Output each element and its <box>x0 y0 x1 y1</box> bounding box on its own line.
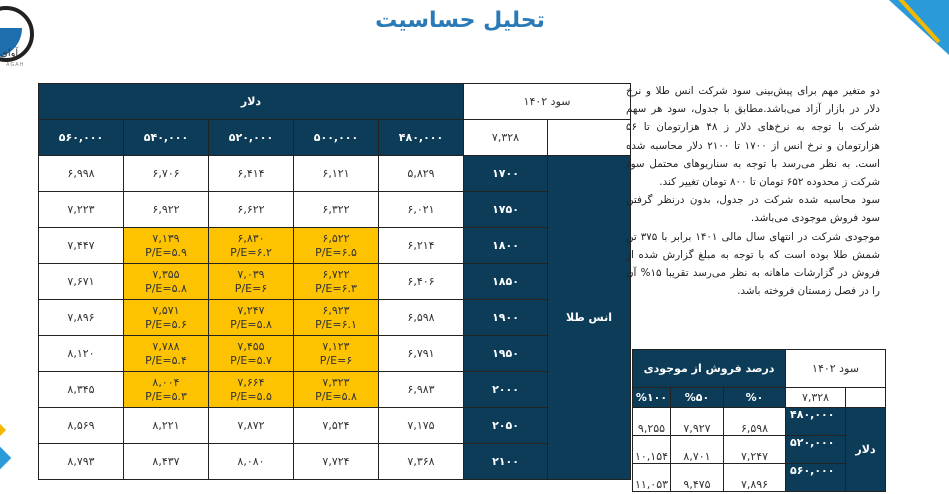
profit-value: ۷,۴۵۵ <box>237 339 265 353</box>
table-row <box>39 336 631 372</box>
table-row <box>633 408 886 436</box>
highlighted-cell <box>124 264 209 300</box>
value-cell: ۷,۳۶۸ <box>379 444 464 480</box>
value-cell: ۱۱,۰۵۳ <box>633 464 671 492</box>
profit-value: ۶,۷۲۲ <box>322 267 350 281</box>
value-cell: ۵,۸۲۹ <box>379 156 464 192</box>
table-row <box>39 264 631 300</box>
ounce-price: ۱۸۰۰ <box>464 228 548 264</box>
description-paragraph: موجودی شرکت در انتهای سال مالی ۱۴۰۱ برابر با ۳۷۵ تن شمش طلا بوده است که با توجه به مبلغ گزارش شده از فروش در گزارشات ماهانه به نظر می‌رسد تقریبا ۱۵% آن را در فصل زمستان فروخته باشد. <box>626 230 881 298</box>
logo-text: آوای <box>0 48 19 59</box>
highlighted-cell <box>124 336 209 372</box>
highlighted-cell <box>294 264 379 300</box>
dollar-rate: ۵۴۰,۰۰۰ <box>124 120 209 156</box>
profit-value: ۷,۳۵۵ <box>152 267 180 281</box>
value-cell: ۸,۷۹۳ <box>39 444 124 480</box>
value-cell: ۶,۶۲۲ <box>209 192 294 228</box>
pe-ratio: P/E=۵.۳ <box>145 389 187 403</box>
highlighted-cell <box>294 336 379 372</box>
value-cell: ۷,۹۲۷ <box>671 408 724 436</box>
percent-header: %۰ <box>724 388 786 408</box>
highlighted-cell <box>124 372 209 408</box>
description-paragraph: دو متغیر مهم برای پیش‌بینی سود شرکت انس طلا و نرخ دلار در بازار آزاد می‌باشد.مطابق با جدول، سود هر سهم شرکت با توجه به نرخ‌های دلار ز ۴۸ هزارتومان تا ۵۶ هزارتومان و نرخ انس از ۱۷۰۰ تا ۲۱۰۰ دلار محاسبه شده است. به نظر می‌رسد با توجه به سناریوهای محتمل سود شرکت ز محدوده ۶۵۲ تومان تا ۸۰۰ تومان تغییر کند. <box>626 85 881 189</box>
pe-ratio: P/E=۵.۸ <box>230 317 272 331</box>
highlighted-cell <box>209 264 294 300</box>
value-cell: ۷,۸۷۲ <box>209 408 294 444</box>
highlighted-cell <box>294 372 379 408</box>
pe-ratio: P/E=۶ <box>234 281 268 295</box>
profit-value: ۷,۰۳۹ <box>237 267 265 281</box>
profit-value: ۷,۲۴۷ <box>237 303 265 317</box>
empty-cell <box>548 120 631 156</box>
value-cell: ۸,۳۴۵ <box>39 372 124 408</box>
value-cell: ۶,۷۹۱ <box>379 336 464 372</box>
description <box>626 82 880 300</box>
decoration-diamond-blue <box>0 447 11 470</box>
profit-value: ۷,۶۶۴ <box>237 375 265 389</box>
highlighted-cell <box>209 372 294 408</box>
pe-ratio: P/E=۵.۸ <box>145 281 187 295</box>
percent-header: %۱۰۰ <box>633 388 671 408</box>
value-cell: ۸,۰۸۰ <box>209 444 294 480</box>
profit-value: ۷,۳۲۸ <box>464 120 548 156</box>
decoration-diamond-yellow <box>0 423 6 437</box>
dollar-rate: ۵۲۰,۰۰۰ <box>786 436 846 464</box>
value-cell: ۷,۸۹۶ <box>724 464 786 492</box>
value-cell: ۷,۴۴۷ <box>39 228 124 264</box>
ounce-price: ۲۱۰۰ <box>464 444 548 480</box>
pe-ratio: P/E=۶.۳ <box>315 281 357 295</box>
profit-value: ۷,۱۲۳ <box>322 339 350 353</box>
value-cell: ۷,۵۲۴ <box>294 408 379 444</box>
dollar-rate: ۴۸۰,۰۰۰ <box>786 408 846 436</box>
value-cell: ۷,۷۲۴ <box>294 444 379 480</box>
value-cell: ۱۰,۱۵۴ <box>633 436 671 464</box>
pe-ratio: P/E=۵.۵ <box>230 389 272 403</box>
ounce-price: ۲۰۵۰ <box>464 408 548 444</box>
profit-value: ۷,۷۸۸ <box>152 339 180 353</box>
profit-label: سود ۱۴۰۲ <box>786 350 886 388</box>
value-cell: ۶,۱۲۱ <box>294 156 379 192</box>
pe-ratio: P/E=۵.۸ <box>315 389 357 403</box>
dollar-label: دلار <box>846 408 886 492</box>
value-cell: ۶,۷۰۶ <box>124 156 209 192</box>
ounce-price: ۱۹۰۰ <box>464 300 548 336</box>
empty-cell <box>846 388 886 408</box>
profit-value: ۷,۳۲۸ <box>786 388 846 408</box>
value-cell: ۶,۹۸۳ <box>379 372 464 408</box>
value-cell: ۷,۲۴۷ <box>724 436 786 464</box>
page-title: تحلیل حساسیت <box>375 8 545 33</box>
dollar-header: دلار <box>39 84 464 120</box>
profit-value: ۷,۳۲۳ <box>322 375 350 389</box>
description-paragraph: سود محاسبه شده شرکت در جدول، بدون درنظر گرفتن سود فروش موجودی می‌باشد. <box>626 194 880 225</box>
highlighted-cell <box>124 300 209 336</box>
profit-value: ۷,۵۷۱ <box>152 303 180 317</box>
value-cell: ۶,۹۲۲ <box>124 192 209 228</box>
table-row <box>39 408 631 444</box>
table-row <box>39 192 631 228</box>
ounce-price: ۱۹۵۰ <box>464 336 548 372</box>
value-cell: ۶,۴۰۶ <box>379 264 464 300</box>
value-cell: ۷,۶۷۱ <box>39 264 124 300</box>
profit-value: ۶,۸۳۰ <box>237 231 265 245</box>
value-cell: ۸,۷۰۱ <box>671 436 724 464</box>
table-row <box>39 300 631 336</box>
value-cell: ۹,۲۵۵ <box>633 408 671 436</box>
value-cell: ۶,۳۲۲ <box>294 192 379 228</box>
ounce-price: ۱۸۵۰ <box>464 264 548 300</box>
pe-ratio: P/E=۵.۷ <box>230 353 272 367</box>
pe-ratio: P/E=۵.۹ <box>145 245 187 259</box>
highlighted-cell <box>294 228 379 264</box>
table-row <box>39 228 631 264</box>
value-cell: ۶,۵۹۸ <box>724 408 786 436</box>
pe-ratio: P/E=۶.۱ <box>315 317 357 331</box>
highlighted-cell <box>209 300 294 336</box>
dollar-rate: ۵۶۰,۰۰۰ <box>786 464 846 492</box>
profit-value: ۷,۱۳۹ <box>152 231 180 245</box>
value-cell: ۶,۵۹۸ <box>379 300 464 336</box>
highlighted-cell <box>209 336 294 372</box>
value-cell: ۶,۲۱۴ <box>379 228 464 264</box>
logo-subtext: AGAH <box>6 62 25 68</box>
table-row <box>39 372 631 408</box>
value-cell: ۷,۱۷۵ <box>379 408 464 444</box>
dollar-rate: ۵۰۰,۰۰۰ <box>294 120 379 156</box>
pe-ratio: P/E=۵.۴ <box>145 353 187 367</box>
profit-value: ۸,۰۰۴ <box>152 375 180 389</box>
value-cell: ۸,۴۳۷ <box>124 444 209 480</box>
value-cell: ۶,۰۲۱ <box>379 192 464 228</box>
profit-value: ۶,۵۲۲ <box>322 231 350 245</box>
highlighted-cell <box>209 228 294 264</box>
pe-ratio: P/E=۶ <box>319 353 353 367</box>
sensitivity-table <box>38 83 631 480</box>
dollar-rate: ۵۶۰,۰۰۰ <box>39 120 124 156</box>
table-row <box>39 156 631 192</box>
dollar-rate: ۵۲۰,۰۰۰ <box>209 120 294 156</box>
value-cell: ۹,۴۷۵ <box>671 464 724 492</box>
ounce-price: ۲۰۰۰ <box>464 372 548 408</box>
ounce-price: ۱۷۵۰ <box>464 192 548 228</box>
dollar-rate: ۴۸۰,۰۰۰ <box>379 120 464 156</box>
ounce-label: انس طلا <box>548 156 631 480</box>
highlighted-cell <box>124 228 209 264</box>
value-cell: ۷,۲۲۳ <box>39 192 124 228</box>
value-cell: ۸,۵۶۹ <box>39 408 124 444</box>
pe-ratio: P/E=۶.۲ <box>230 245 272 259</box>
ounce-price: ۱۷۰۰ <box>464 156 548 192</box>
profit-value: ۶,۹۲۳ <box>322 303 350 317</box>
value-cell: ۸,۱۲۰ <box>39 336 124 372</box>
pe-ratio: P/E=۵.۶ <box>145 317 187 331</box>
inventory-header: درصد فروش از موجودی <box>633 350 786 388</box>
value-cell: ۶,۹۹۸ <box>39 156 124 192</box>
value-cell: ۶,۴۱۴ <box>209 156 294 192</box>
percent-header: %۵۰ <box>671 388 724 408</box>
inventory-table <box>632 349 886 492</box>
pe-ratio: P/E=۶.۵ <box>315 245 357 259</box>
highlighted-cell <box>294 300 379 336</box>
value-cell: ۷,۸۹۶ <box>39 300 124 336</box>
decoration-triangle <box>889 0 949 55</box>
profit-label: سود ۱۴۰۲ <box>464 84 631 120</box>
value-cell: ۸,۲۲۱ <box>124 408 209 444</box>
table-row <box>39 444 631 480</box>
